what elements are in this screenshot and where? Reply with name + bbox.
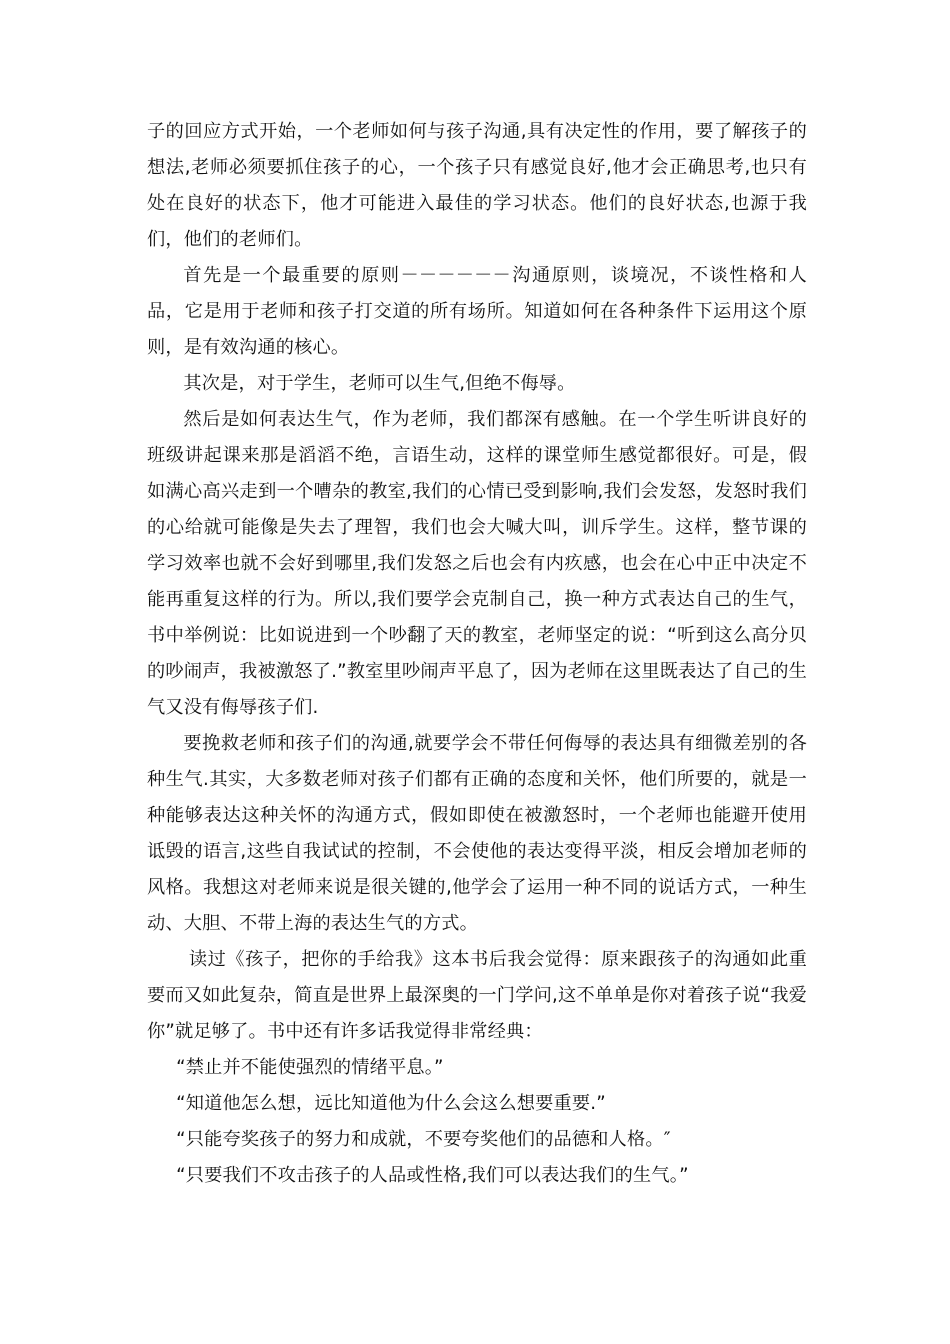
paragraph-principle: 首先是一个最重要的原则－－－－－－沟通原则，谈境况，不谈性格和人品，它是用于老师和孩子打交道的所有场所。知道如何在各种条件下运用这个原则，是有效沟通的核心。	[147, 265, 807, 358]
quote-line: “禁止并不能使强烈的情绪平息。”	[176, 1057, 444, 1078]
paragraph-expressing-anger: 然后是如何表达生气，作为老师，我们都深有感触。在一个学生听讲良好的班级讲起课来那是滔滔不绝，言语生动，这样的课堂师生感觉都很好。可是，假如满心高兴走到一个嘈杂的教室,我们的心情已受到影响,我们会发怒，发怒时我们的心给就可能像是失去了理智，我们也会大喊大叫，训斥学生。这样，整节课的学习效率也就不会好到哪里,我们发怒之后也会有内疚感，也会在心中正中决定不能再重复这样的行为。所以,我们要学会克制自己，换一种方式表达自己的生气，书中举例说：比如说进到一个吵翻了天的教室，老师坚定的说：“听到这么高分贝的吵闹声，我被激怒了.”教室里吵闹声平息了，因为老师在这里既表达了自己的生气又没有侮辱孩子们.	[147, 409, 807, 718]
paragraph-continuation: 子的回应方式开始，一个老师如何与孩子沟通,具有决定性的作用，要了解孩子的想法,老师必须要抓住孩子的心，一个孩子只有感觉良好,他才会正确思考,也只有处在良好的状态下，他才可能进入最佳的学习状态。他们的良好状态,也源于我们，他们的老师们。	[147, 121, 807, 250]
paragraph-saving-communication: 要挽救老师和孩子们的沟通,就要学会不带任何侮辱的表达具有细微差别的各种生气.其实，大多数老师对孩子们都有正确的态度和关怀，他们所要的，就是一种能够表达这种关怀的沟通方式，假如即使在被激怒时，一个老师也能避开使用诋毁的语言,这些自我试试的控制，不会使他的表达变得平淡，相反会增加老师的风格。我想这对老师来说是很关键的,他学会了运用一种不同的说话方式，一种生动、大胆、不带上海的表达生气的方式。	[147, 733, 807, 934]
document-body	[147, 114, 807, 1194]
quote-line: “只能夸奖孩子的努力和成就，不要夸奖他们的品德和人格。″	[176, 1129, 671, 1150]
quote-line: “知道他怎么想，远比知道他为什么会这么想要重要.”	[176, 1093, 606, 1114]
paragraph-second-point: 其次是，对于学生，老师可以生气,但绝不侮辱。	[183, 373, 576, 394]
paragraph-book-reflection: 读过《孩子，把你的手给我》这本书后我会觉得：原来跟孩子的沟通如此重要而又如此复杂，简直是世界上最深奥的一门学问,这不单单是你对着孩子说“我爱你”就足够了。书中还有许多话我觉得非常经典：	[147, 949, 807, 1042]
quote-line: “只要我们不攻击孩子的人品或性格,我们可以表达我们的生气。”	[176, 1165, 689, 1186]
